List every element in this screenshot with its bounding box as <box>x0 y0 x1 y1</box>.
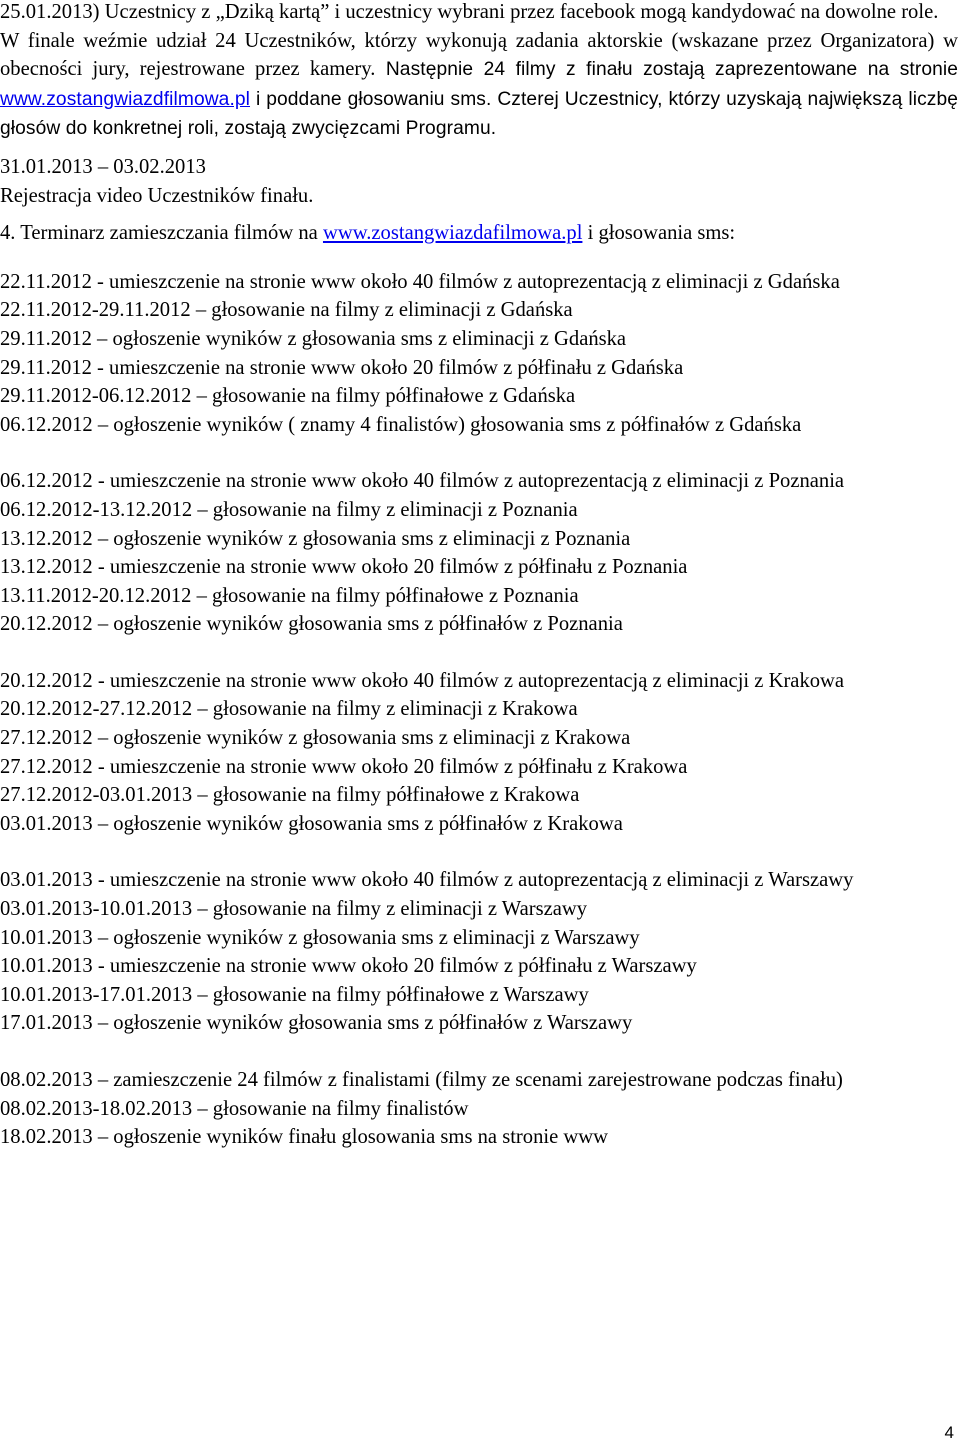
section-4-heading-end: i głosowania sms: <box>582 222 736 245</box>
schedule-line: 03.01.2013 – ogłoszenie wyników głosowania sms z półfinałów z Krakowa <box>0 812 623 835</box>
page-number: 4 <box>944 1423 954 1442</box>
intro-paragraph-2-middle: Następnie 24 filmy z finału zostają zaprezentowane na stronie <box>375 59 959 81</box>
schedule-block-poznan <box>0 467 958 639</box>
schedule-line: 08.02.2013 – zamieszczenie 24 filmów z finalistami (filmy ze scenami zarejestrowane podczas finału) <box>0 1069 843 1091</box>
schedule-line: 22.11.2012-29.11.2012 – głosowanie na filmy z eliminacji z Gdańska <box>0 299 573 322</box>
section-4-heading <box>0 219 958 248</box>
schedule-line: 10.01.2013-17.01.2013 – głosowanie na filmy półfinałowe z Warszawy <box>0 983 589 1006</box>
schedule-line: 27.12.2012 - umieszczenie na stronie www około 20 filmów z półfinału z Krakowa <box>0 755 688 778</box>
schedule-line: 29.11.2012-06.12.2012 – głosowanie na filmy półfinałowe z Gdańska <box>0 385 576 408</box>
registration-dates: 31.01.2013 – 03.02.2013 <box>0 155 206 178</box>
schedule-line: 20.12.2012 - umieszczenie na stronie www około 40 filmów z autoprezentacją z eliminacji z Krakowa <box>0 669 845 692</box>
schedule-line: 29.11.2012 – ogłoszenie wyników z głosowania sms z eliminacji z Gdańska <box>0 327 627 350</box>
schedule-block-gdansk <box>0 268 958 440</box>
schedule-line: 03.01.2013-10.01.2013 – głosowanie na filmy z eliminacji z Warszawy <box>0 898 588 921</box>
schedule-block-krakow <box>0 667 958 839</box>
schedule-line: 29.11.2012 - umieszczenie na stronie www około 20 filmów z półfinału z Gdańska <box>0 356 684 379</box>
schedule-line: 06.12.2012-13.12.2012 – głosowanie na filmy z eliminacji z Poznania <box>0 498 578 521</box>
schedule-line: 06.12.2012 – ogłoszenie wyników ( znamy 4 finalistów) głosowania sms z półfinałów z Gdańska <box>0 413 802 436</box>
website-link-2[interactable]: www.zostangwiazdafilmowa.pl <box>322 222 583 245</box>
schedule-line: 06.12.2012 - umieszczenie na stronie www około 40 filmów z autoprezentacją z eliminacji z Poznania <box>0 470 845 493</box>
schedule-line: 20.12.2012 – ogłoszenie wyników głosowania sms z półfinałów z Poznania <box>0 613 623 636</box>
schedule-line: 13.12.2012 - umieszczenie na stronie www około 20 filmów z półfinału z Poznania <box>0 556 688 579</box>
intro-section <box>0 0 958 144</box>
registration-section <box>0 153 958 210</box>
schedule-line: 10.01.2013 – ogłoszenie wyników z głosowania sms z eliminacji z Warszawy <box>0 926 640 949</box>
schedule-block-warszawa <box>0 866 958 1038</box>
intro-paragraph-2-end: i poddane głosowaniu sms. Czterej Uczestnicy, którzy uzyskają największą liczbę głosów do konkretnej roli, zostają zwycięzcami Programu. <box>0 88 958 140</box>
registration-label: Rejestracja video Uczestników finału. <box>0 184 314 207</box>
schedule-block-final <box>0 1066 958 1152</box>
intro-paragraph-1: 25.01.2013) Uczestnicy z „Dziką kartą” i uczestnicy wybrani przez facebook mogą kandydować na dowolne role. <box>0 1 939 23</box>
schedule-line: 20.12.2012-27.12.2012 – głosowanie na filmy z eliminacji z Krakowa <box>0 698 578 721</box>
schedule-line: 17.01.2013 – ogłoszenie wyników głosowania sms z półfinałów z Warszawy <box>0 1012 633 1035</box>
intro-paragraph-2-start: W finale weźmie udział 24 Uczestników, którzy wykonują zadania aktorskie (wskazane przez Organizatora) w obecności jury, rejestrowane przez kamery. <box>0 29 958 81</box>
schedule-line: 18.02.2013 – ogłoszenie wyników finału glosowania sms na stronie www <box>0 1126 609 1149</box>
schedule <box>0 268 958 1152</box>
intro-paragraph-2 <box>0 27 958 144</box>
schedule-line: 03.01.2013 - umieszczenie na stronie www około 40 filmów z autoprezentacją z eliminacji z Warszawy <box>0 869 854 892</box>
schedule-line: 08.02.2013-18.02.2013 – głosowanie na filmy finalistów <box>0 1097 469 1120</box>
schedule-line: 27.12.2012 – ogłoszenie wyników z głosowania sms z eliminacji z Krakowa <box>0 727 631 750</box>
schedule-line: 22.11.2012 - umieszczenie na stronie www około 40 filmów z autoprezentacją z eliminacji z Gdańska <box>0 270 840 293</box>
schedule-line: 27.12.2012-03.01.2013 – głosowanie na filmy półfinałowe z Krakowa <box>0 784 580 807</box>
section-4-heading-start: 4. Terminarz zamieszczania filmów na <box>0 222 323 245</box>
schedule-line: 13.12.2012 – ogłoszenie wyników z głosowania sms z eliminacji z Poznania <box>0 527 631 550</box>
schedule-line: 13.11.2012-20.12.2012 – głosowanie na filmy półfinałowe z Poznania <box>0 584 579 607</box>
schedule-line: 10.01.2013 - umieszczenie na stronie www około 20 filmów z półfinału z Warszawy <box>0 955 697 978</box>
website-link-1[interactable]: www.zostangwiazdfilmowa.pl <box>0 88 251 110</box>
